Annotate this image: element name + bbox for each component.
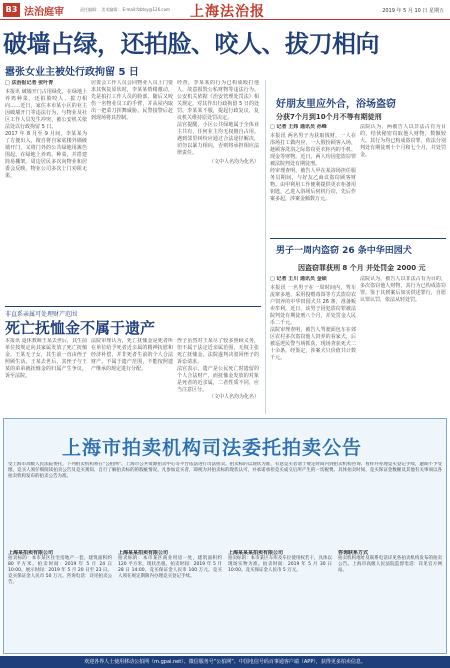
right-top-paragraph: 法院认为，两被告人以非法占有为目的，结伙秘密窃取他人财物，数额较大，其行为均已构成盗窃罪，依法分别判处有期徒刑十个月和七个月，并处罚金。 (360, 124, 446, 158)
right-top-subhead: 分获7个月到10个月不等有期徒刑 (276, 113, 382, 121)
lead-paragraph: 2017 年 8 月至 9 月间，李某某为了方便出入，擅自将自家底楼外墙破墙开门，又将门外的公共绿地用篱笆围起，在绿地上养鸡、种菜，并搭建简易棚架。周边居民多次向物业和居委会反映，物业公司多次上门劝阻无果。 (5, 131, 87, 179)
auction-notice-body: 受上海市高级人民法院委托，下列拍卖机构将在“公拍网”、上海市公共资源拍卖中心等平台依法进行司法拍卖。拍卖标的以现状为准，有意竞买者请于规定时间内到拍卖机构咨询、看样并办理竞买登记手续，逾期不予受理。竞买人须仔细阅读拍卖公告及竞买须知，自行了解拍卖标的的瑕疵情况。凡参加竞买者，即视为对拍卖标的现状认可，并承诺承担竞买成交后所产生的一切税费。具体拍卖时间、竞买保证金数额及其他有关事项以各拍卖机构发布的拍卖公告为准。 (8, 462, 442, 479)
right-mid-subhead: 因盗窃罪获刑 8 个月 并处罚金 2000 元 (298, 264, 426, 272)
lead-paragraph: 居委会工作人员会同物业人员上门要求其恢复原状时，李某某情绪激动，先是拍打工作人员的脸部，随后又咬伤一名物业员工的手臂，并从屋内取出一把菜刀挥舞威胁。民警接警后赶到现场将其控制。 (91, 80, 173, 121)
second-kicker: 非直系亲属可处理财产范围 (5, 311, 78, 318)
lead-paragraph: 本报讯 破墙开门占用绿化，在绿地上养鸡种菜，还拍脸咬人、拔刀相向……近日，家住本市某小区的业主因破墙开门等违法行为，与物业及社区工作人员发生冲突，被公安机关依法处以行政拘留 5 日。 (5, 89, 87, 130)
auction-item-text: 拍卖机构地址及联系电话详见各拍卖机构发布的拍卖公告。上海市高级人民法院监督电话：详见官方网站。 (338, 556, 442, 573)
lead-column-3 (177, 80, 259, 305)
right-mid-headline: 男子一周内盗窃 26 条中华田园犬 (276, 246, 412, 256)
auction-item-title: 上海某拍卖有限公司 (8, 550, 54, 556)
page-header (0, 0, 450, 20)
right-mid-column-1 (270, 276, 356, 414)
auction-item-title: 上海某某拍卖有限公司 (118, 550, 169, 556)
right-top-paragraph: 本报讯 两名男子为获取钱财，一人在浴场打工做内应，一人假扮顾客入场，趁顾客洗浴之际盗窃更衣柜内的手机、现金等财物。近日，两人均因犯盗窃罪被法院判处有期徒刑。 (270, 133, 356, 167)
right-mid-column-2 (360, 276, 446, 414)
lead-column-2 (91, 80, 173, 305)
auction-item-text: 拍卖标的：本市某区住宅房地产一套，建筑面积约 80 平方米。拍卖时间：2019 年 5 月 24 日 10:00。展示时间：2019 年 5 月 20 日至 23 日。竞买保证金人民币 50 万元。咨询电话：详见拍卖公告。 (8, 556, 112, 585)
issue-date: 2019 年 5 月 10 日 星期五 (382, 8, 444, 14)
auction-item (228, 550, 332, 652)
right-top-byline: □ 记者 王炜 通讯员 孙峰 (270, 124, 327, 130)
auction-item (338, 550, 442, 652)
section-name: 法治庭审 (24, 7, 64, 18)
right-top-column-1 (270, 124, 356, 230)
second-column-2 (91, 338, 173, 414)
section-divider (5, 306, 261, 307)
second-column-3 (177, 338, 259, 414)
lead-subhead: 嚣张女业主被处行政拘留 5 日 (5, 67, 139, 78)
section-divider (270, 238, 446, 239)
right-top-column-2 (360, 124, 446, 230)
right-top-headline: 好朋友里应外合，浴场盗窃 (276, 99, 396, 110)
lead-column-1 (5, 80, 87, 305)
lead-headline: 破墙占绿，还拍脸、咬人、拔刀相向 (3, 30, 379, 58)
auction-item-text: 拍卖标的：本市某区车库及车位使用权若干，具体以现场实物为准。拍卖时间：2019 年 5 月 30 日 10:00。竞买保证金人民币 5 万元。 (228, 556, 332, 573)
column-separator (265, 80, 266, 414)
auction-item-text: 拍卖标的：本市某区商业用房一处，建筑面积约 120 平方米，现状出租。拍卖时间：2019 年 5 月 28 日 14:00。竞买保证金人民币 100 万元。竞买人须在规定期限内办理竞买登记手续。 (118, 556, 222, 579)
second-credit: （文中人名均为化名） (208, 394, 259, 400)
second-headline: 死亡抚恤金不属于遗产 (5, 319, 156, 337)
auction-notice-title: 上海市拍卖机构司法委托拍卖公告 (62, 437, 363, 459)
right-mid-byline: □ 记者 王川 通讯员 金硕 (270, 276, 327, 282)
right-mid-paragraph: 法院认为，被告人以非法占有为目的，多次盗窃他人财物，其行为已构成盗窃罪。鉴于其到案后如实供述罪行，自愿认罪认罚，依法从轻处罚。 (360, 276, 446, 303)
second-paragraph: 本报讯 退休教师王某去世后，其生前单位按规定向其家属发放了死亡抚恤金。王某无子女，其生前一直由侄子照顾生活。王某去世后，其侄子与王某的弟弟就抚恤金的归属产生争议，诉至法院。 (5, 338, 87, 379)
lead-byline: □ 法治报记者 张叶青 (5, 80, 54, 86)
page-number-tag: B3 (3, 3, 20, 17)
lead-credit: （文中人名均为化名） (208, 159, 259, 165)
auction-item-title: 咨询联系方式 (338, 550, 369, 556)
right-mid-paragraph: 法院审理查明，被告人驾驶面包车在郊区农村多次盗窃他人饲养的看家犬，后被巡逻民警当场抓获，现场查获死犬二十余条。经鉴定，涉案犬只价值共计数千元。 (270, 327, 356, 361)
right-top-paragraph: 经审理查明，被告人甲在某浴场担任服务员期间，与好友乙商议盗窃顾客财物。由甲利用工作便利提供更衣柜备用钥匙，乙进入浴场后伺机行窃，先后作案多起，涉案金额数万元。 (270, 168, 356, 202)
lead-paragraph: 法官提醒，小区公共绿地属于全体业主共有，任何业主均无权擅自占用。遇到邻里纠纷应通过合法途径解决，切勿以暴力相向，否则将承担相应法律责任。 (177, 122, 259, 156)
auction-item (118, 550, 222, 652)
editor-meta: 责任编辑： 美术编辑： E-mail:fzbtsy@126.com (80, 7, 170, 12)
newspaper-logo: 上海法治报 (190, 4, 265, 20)
auction-item-title: 上海某某某拍卖有限公司 (228, 550, 284, 556)
lead-paragraph: 经查，李某某的行为已构成殴打他人、故意损毁公私财物等违法行为。公安机关依据《治安管理处罚法》相关规定，对其作出行政拘留 5 日的处罚。李某某不服，提起行政复议，复议机关维持原处罚决定。 (177, 80, 259, 121)
auction-item (8, 550, 112, 652)
second-paragraph: 法官表示，遗产是公民死亡时遗留的个人合法财产，而抚恤金发放的对象是死者的近亲属，二者性质不同，应当注意区分。 (177, 366, 259, 393)
footer-banner: 欢迎各界人士使用移动公拍网（m.gpai.net）、微信服务号“公拍网”、中国电信号码百事通客户端（APP），获得更多拍卖信息。 (0, 656, 450, 668)
second-paragraph: 侄子虽然对王某尽了较多照顾义务，但不属于法定近亲属范围，无权主张死亡抚恤金。法院遂判决驳回侄子的诉讼请求。 (177, 338, 259, 365)
right-mid-paragraph: 本报讯 一名男子在一周时间内，驾车流窜多地，采用投喂毒饵等方式盗窃农户饲养的中华田园犬共 26 条，准备贩卖牟利。近日，该男子因犯盗窃罪被法院判处有期徒刑八个月，并处罚金人民币二千元。 (270, 285, 356, 326)
second-paragraph: 法院审理认为，死亡抚恤金是死者所在单位给予死者近亲属的精神抚慰和经济补偿，并非死者生前的个人合法财产，不属于遗产范围，不能按照遗产继承的规定进行分配。 (91, 338, 173, 372)
second-column-1 (5, 338, 87, 414)
